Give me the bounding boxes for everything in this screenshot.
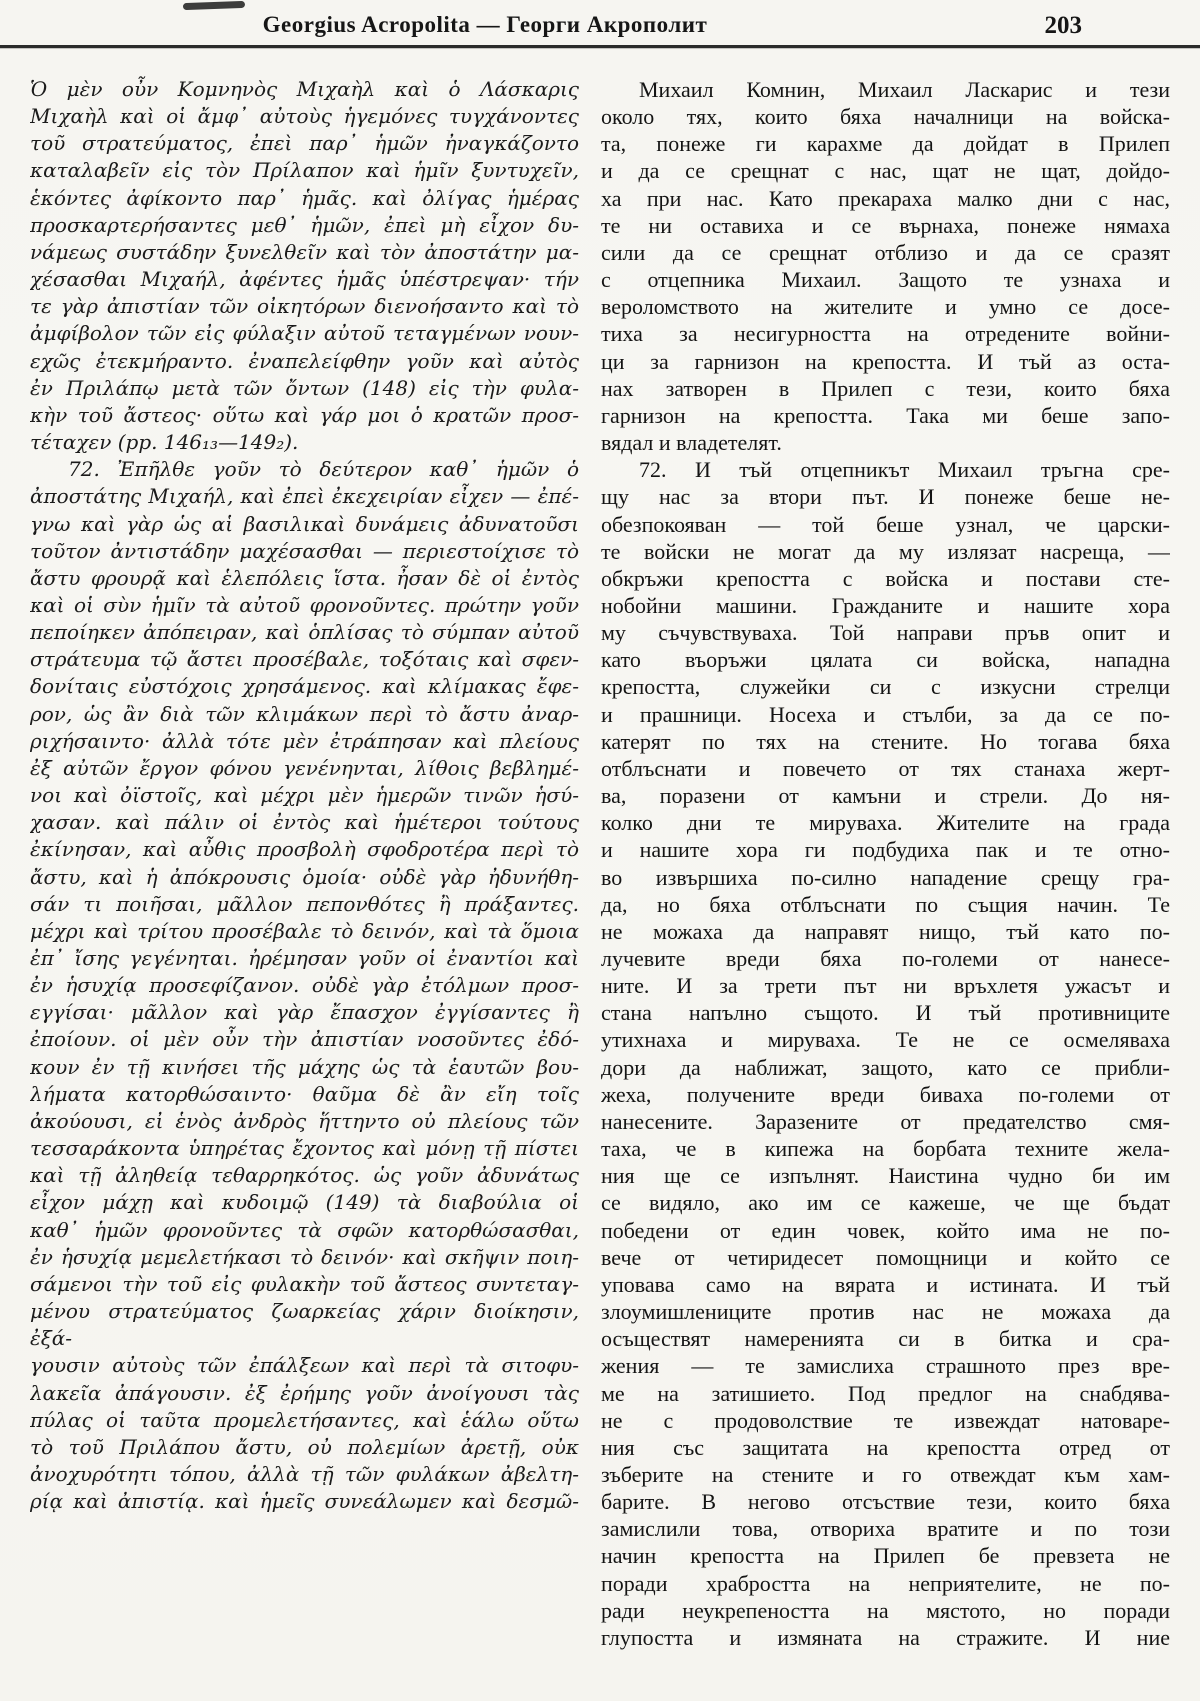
text-line: Μιχαὴλ καὶ οἱ ἄμφ᾽ αὐτοὺς ἡγεμόνες τυγχάνοντες [30, 104, 579, 129]
text-line: τοῦ στρατεύματος, ἐπεὶ παρ᾽ ἡμῶν ἠναγκάζοντο [30, 131, 579, 156]
text-line: ἑκόντες ἀφίκοντο παρ᾽ ἡμᾶς. καὶ ὀλίγας ἡμέρας [30, 185, 579, 210]
text-line: ρον, ὡς ἂν διὰ τῶν κλιμάκων περὶ τὸ ἄστυ ἀναρ- [30, 701, 579, 726]
text-line: злоумишлениците против нас не можаха да [601, 1299, 1170, 1325]
text-line: ните. И за трети път ни връхлетя ужасът и [601, 973, 1170, 999]
text-line: ния със защитата на крепостта отред от [601, 1434, 1170, 1460]
text-line: λακεῖα ἀπάγουσιν. ἐξ ἐρήμης γοῦν ἀνοίγουσι τὰς [30, 1380, 579, 1405]
text-line: поради храбростта на неприятелите, не по- [601, 1570, 1170, 1596]
running-title: Georgius Acropolita — Георги Акрополит [262, 12, 708, 37]
text-line: κουν ἐν τῇ κινήσει τῆς μάχης ὡς τὰ ἑαυτῶν βου- [30, 1054, 579, 1079]
text-line: ἐξ αὐτῶν ἔργον φόνου γενένηνται, λίθοις βεβλημέ- [30, 755, 579, 780]
text-line: Михаил Комнин, Михаил Ласкарис и тези [639, 77, 1170, 102]
text-line: и да се срещнат с нас, щат не щат, дойдо- [601, 158, 1170, 184]
text-line: не можаха да направят нищо, тъй като по- [601, 918, 1170, 944]
text-line: во извършиха по-силно нападение срещу гра- [601, 864, 1170, 890]
text-line: τὸ τοῦ Πριλάπου ἄστυ, οὐ πολεμίων ἀρετῇ, οὐκ [30, 1434, 579, 1459]
text-line: жеха, получените вреди биваха по-големи от [601, 1081, 1170, 1107]
text-line: та, понеже ги карахме да дойдат в Прилеп [601, 131, 1170, 157]
text-line: не с продоволствие те извеждат натоваре- [601, 1407, 1170, 1433]
text-line: νάμεως συστάδην ξυνελθεῖν καὶ τὸν ἀποστάτην μα- [30, 239, 579, 264]
paragraph [30, 456, 579, 1515]
text-line: ἐν ἡσυχίᾳ προσεφίζανον. οὐδὲ γὰρ ἐτόλμων προσ- [30, 973, 579, 998]
text-line: ἄστυ, καὶ ἡ ἀπόκρουσις ὁμοία· οὐδὲ γὰρ ἠδυνήθη- [30, 864, 579, 889]
page-header [0, 12, 1200, 46]
scan-artifact [183, 1, 245, 10]
text-line: победени от един човек, който има не по- [601, 1217, 1170, 1243]
text-line: вече от четиридесет помощници и който се [601, 1244, 1170, 1270]
text-columns [30, 76, 1170, 1651]
text-line: тиха за несигурността на отредените войни- [601, 321, 1170, 347]
text-line: καθ᾽ ἡμῶν φρονοῦντες τὰ σφῶν κατορθώσασθαι, [30, 1217, 579, 1242]
text-line: ἀποστάτης Μιχαήλ, καὶ ἐπεὶ ἐκεχειρίαν εἶχεν — ἐπέ- [30, 484, 579, 509]
text-line: начин крепостта на Прилеп бе превзета не [601, 1543, 1170, 1569]
text-line: таха, че в кипежа на борбата техните жела- [601, 1136, 1170, 1162]
text-line: сили да се срещнат отблизо и да се сразят [601, 239, 1170, 265]
text-line: εἶχον μάχῃ καὶ κυδοιμῷ (149) τὰ διαβούλια οἱ [30, 1190, 579, 1215]
text-line: καταλαβεῖν εἰς τὸν Πρίλαπον καὶ ἡμῖν ξυντυχεῖν, [30, 158, 579, 183]
text-line: καὶ οἱ σὺν ἡμῖν τὰ αὐτοῦ φρονοῦντες. πρώτην γοῦν [30, 592, 579, 617]
text-line: ἐν ἡσυχίᾳ μεμελετήκασι τὸ δεινόν· καὶ σκῆψιν ποιη- [30, 1244, 579, 1269]
text-line: γνω καὶ γὰρ ὡς αἱ βασιλικαὶ δυνάμεις ἀδυνατοῦσι [30, 511, 579, 536]
text-line: τέταχεν (pp. 146₁₃—149₂). [30, 430, 299, 455]
text-line: προσκαρτερήσαντες μεθ᾽ ἡμῶν, ἐπεὶ μὴ εἶχον δυ- [30, 212, 579, 237]
bulgarian-text-column [601, 76, 1170, 1651]
text-line: уповава само на вярата и истината. И тъй [601, 1271, 1170, 1297]
text-line: лучевите вреди бяха по-големи от нанесе- [601, 946, 1170, 971]
text-line: λήματα κατορθώσαιντο· θαῦμα δὲ ἂν εἴη τοῖς [30, 1081, 579, 1106]
text-line: ния ще се изпълнят. Наистина чудно би им [601, 1163, 1170, 1189]
text-line: дори да наближат, защото, като се прибли- [601, 1054, 1170, 1080]
text-line: щу нас за втори път. И понеже беше не- [601, 484, 1170, 510]
text-line: Ὁ μὲν οὖν Κομνηνὸς Μιχαὴλ καὶ ὁ Λάσκαρις [30, 77, 579, 101]
text-line: ци за гарнизон на крепостта. И тъй аз оста- [601, 348, 1170, 374]
text-line: замислили това, отвориха вратите и по този [601, 1516, 1170, 1542]
text-line: обезпокояван — той беше узнал, че царски- [601, 511, 1170, 537]
text-line: τοῦτον ἀντιστάδην μαχέσασθαι — περιεστοίχισε τὸ [30, 538, 579, 563]
page-number: 203 [1044, 12, 1082, 39]
text-line: нанесените. Заразените от предателство смя- [601, 1108, 1170, 1134]
text-line: ριχήσαιντο· ἀλλὰ τότε μὲν ἐτράπησαν καὶ πλείους [30, 728, 579, 753]
text-line: ἀμφίβολον τῶν εἰς φύλαξιν αὐτοῦ τεταγμένων νουν- [30, 321, 579, 346]
text-line: жения — те замислиха страшното през вре- [601, 1353, 1170, 1379]
text-line: μένου στρατεύματος ζωαρκείας χάριν διοίκησιν, ἐξά- [30, 1299, 579, 1351]
text-line: στράτευμα τῷ ἄστει προσέβαλε, τοξόταις καὶ σφεν- [30, 647, 579, 672]
text-line: зъберите на стените и го отвеждат към хам- [601, 1461, 1170, 1487]
text-line: μέχρι καὶ τρίτου προσέβαλε τὸ δεινόν, καὶ τὰ ὅμοια [30, 918, 579, 943]
text-line: εγγίσαι· μᾶλλον καὶ γὰρ ἔπασχον ἐγγίσαντες ἢ [30, 1000, 579, 1025]
text-line: χέσασθαι Μιχαήλ, ἀφέντες ἡμᾶς ὑπέστρεψαν· τήν [30, 267, 579, 292]
text-line: σάν τι ποιῆσαι, μᾶλλον πεπονθότες ἢ πράξαντες. [30, 891, 579, 916]
text-line: δονίταις εὐστόχοις χρησάμενος. καὶ κλίμακας ἔφε- [30, 674, 579, 699]
text-line: εχῶς ἐτεκμήραντο. ἐναπελείφθην γοῦν καὶ αὐτὸς [30, 348, 579, 373]
text-line: с отцепника Михаил. Защото те узнаха и [601, 267, 1170, 293]
text-line: стана напълно същото. И тъй противниците [601, 1000, 1170, 1026]
text-line: като въоръжи цялата си войска, нападна [601, 647, 1170, 673]
text-line: вядал и владетелят. [601, 430, 782, 456]
text-line: глупостта и измяната на стражите. И ние [601, 1624, 1170, 1650]
text-line: се видяло, ако им се кажеше, че ще бъдат [601, 1190, 1170, 1216]
greek-text-column [30, 76, 579, 1651]
text-line: ἐν Πριλάπῳ μετὰ τῶν ὄντων (148) εἰς τὴν φυλα- [30, 375, 579, 400]
text-line: τεσσαράκοντα ὑπηρέτας ἔχοντος καὶ μόνῃ τῇ πίστει [30, 1136, 579, 1161]
text-line: гарнизон на крепостта. Така ми беше запо- [601, 402, 1170, 428]
text-line: осъществят намеренията си в битка и сра- [601, 1326, 1170, 1352]
text-line: ва, поразени от камъни и стрели. До ня- [601, 783, 1170, 809]
text-line: катерят по тях на стените. Но тогава бяха [601, 728, 1170, 754]
text-line: κὴν τοῦ ἄστεος· οὕτω καὶ γάρ μοι ὁ κρατῶν προσ- [30, 402, 579, 427]
text-line: ἐκίνησαν, καὶ αὖθις προσβολὴ σφοδροτέρα περὶ τὸ [30, 837, 579, 862]
text-line: ρίᾳ καὶ ἀπιστίᾳ. καὶ ἡμεῖς συνεάλωμεν καὶ δεσμῶ- [30, 1489, 579, 1514]
text-line: ἀνοχυρότητι τόπου, ἀλλὰ τῇ τῶν φυλάκων ἀβελτη- [30, 1461, 579, 1486]
text-line: отблъснати и повечето от тях станаха жерт- [601, 755, 1170, 781]
text-line: 72. Ἐπῆλθε γοῦν τὸ δεύτερον καθ᾽ ἡμῶν ὁ [68, 457, 579, 482]
text-line: τε γὰρ ἀπιστίαν τῶν οἰκητόρων διενοήσαντο καὶ τὸ [30, 294, 579, 319]
text-line: крепостта, служейки си с изкусни стрелци [601, 674, 1170, 700]
text-line: те ни оставиха и се върнаха, понеже нямаха [601, 212, 1170, 238]
text-line: χασαν. καὶ πάλιν οἱ ἐντὸς καὶ ἡμέτεροι τούτους [30, 810, 579, 835]
text-line: обкръжи крепостта с войска и постави сте- [601, 565, 1170, 591]
paragraph [30, 76, 579, 456]
text-line: утихнаха и мируваха. Те не се осмеляваха [601, 1027, 1170, 1053]
text-line: барите. В негово отсъствие тези, които бяха [601, 1489, 1170, 1515]
text-line: нах затворен в Прилеп с тези, които бяха [601, 375, 1170, 401]
text-line: ха при нас. Като прекараха малко дни с нас, [601, 185, 1170, 211]
text-line: и прашници. Носеха и стълби, за да се по- [601, 701, 1170, 727]
text-line: 72. И тъй отцепникът Михаил тръгна сре- [639, 457, 1170, 483]
text-line: вероломството на жителите и умно се досе- [601, 294, 1170, 320]
text-line: γουσιν αὐτοὺς τῶν ἐπάλξεων καὶ περὶ τὰ σιτοφυ- [30, 1353, 579, 1378]
paragraph [601, 456, 1170, 1651]
text-line: καὶ τῇ ἀληθείᾳ τεθαρρηκότος. ὡς γοῦν ἀδυνάτως [30, 1163, 579, 1188]
text-line: му съчувствуваха. Той направи пръв опит и [601, 620, 1170, 646]
text-line: около тях, които бяха началници на войска- [601, 104, 1170, 130]
text-line: νοι καὶ ὀϊστοῖς, καὶ μέχρι μὲν ἡμερῶν τινῶν ἡσύ- [30, 783, 579, 808]
text-line: и нашите хора ги подбудиха пак и те отно- [601, 837, 1170, 863]
text-line: πύλας οἱ ταῦτα προμελετήσαντες, καὶ ἑάλω οὕτω [30, 1407, 579, 1432]
text-line: ἀκούουσι, εἰ ἑνὸς ἀνδρὸς ἥττηντο οὐ πλείους τῶν [30, 1108, 579, 1133]
text-line: колко дни те мируваха. Жителите на града [601, 810, 1170, 836]
text-line: нобойни машини. Гражданите и нашите хора [601, 592, 1170, 618]
text-line: ἄστυ φρουρᾷ καὶ ἑλεπόλεις ἵστα. ἦσαν δὲ οἱ ἐντὸς [30, 565, 579, 590]
paragraph [601, 76, 1170, 456]
text-line: да, но бяха отблъснати по същия начин. Те [601, 891, 1170, 917]
header-rule [0, 45, 1200, 48]
text-line: ἐποίουν. οἱ μὲν οὖν τὴν ἀπιστίαν νοσοῦντες ἐδό- [30, 1027, 579, 1052]
text-line: те войски не могат да му излязат насреща, — [601, 538, 1170, 564]
text-line: πεποίηκεν ἀπόπειραν, καὶ ὁπλίσας τὸ σύμπαν αὐτοῦ [30, 620, 579, 645]
text-line: σάμενοι τὴν τοῦ εἰς φυλακὴν τοῦ ἄστεος συντεταγ- [30, 1271, 579, 1296]
text-line: ἐπ᾽ ἴσης γεγένηται. ἠρέμησαν γοῦν οἱ ἐναντίοι καὶ [30, 946, 579, 970]
text-line: ме на затишието. Под предлог на снабдява- [601, 1380, 1170, 1406]
text-line: ради неукрепеността на мястото, но поради [601, 1597, 1170, 1623]
